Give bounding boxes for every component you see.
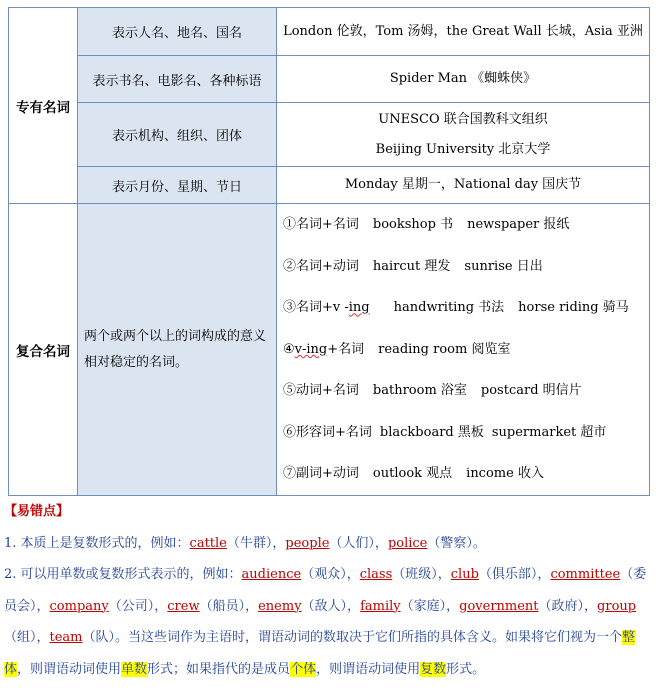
category-compound-noun: 复合名词 xyxy=(9,204,78,496)
list-item: ④v-ing+名词 reading room 阅览室 xyxy=(283,341,511,357)
list-item: ⑤动词+名词 bathroom 浴室 postcard 明信片 xyxy=(283,383,582,399)
row-example: Spider Man 《蜘蛛侠》 xyxy=(277,56,650,103)
list-item: ⑥形容词+名词 blackboard 黑板 supermarket 超市 xyxy=(283,424,607,440)
list-item: ⑦副词+动词 outlook 观点 income 收入 xyxy=(283,466,544,482)
noun-types-table xyxy=(8,7,650,496)
table-row xyxy=(9,204,650,496)
list-item: ②名词+动词 haircut 理发 sunrise 日出 xyxy=(283,258,543,274)
row-example: Monday 星期一，National day 国庆节 xyxy=(277,167,650,204)
table-row xyxy=(9,56,650,103)
example-line: UNESCO 联合国教科文组织 xyxy=(378,111,548,127)
row-description: 表示月份、星期、节日 xyxy=(78,167,277,204)
row-description: 表示书名、电影名、各种标语 xyxy=(78,56,277,103)
compound-description: 两个或两个以上的词构成的意义相对稳定的名词。 xyxy=(78,204,277,496)
table-row xyxy=(9,103,650,167)
row-description: 表示机构、组织、团体 xyxy=(78,103,277,167)
notes-heading: 【易错点】 xyxy=(4,504,70,519)
example-line: Beijing University 北京大学 xyxy=(375,141,551,157)
row-example xyxy=(277,103,650,167)
list-item: ①名词+名词 bookshop 书 newspaper 报纸 xyxy=(283,217,570,233)
row-example: London 伦敦，Tom 汤姆，the Great Wall 长城，Asia 亚洲 xyxy=(277,8,650,56)
error-prone-notes xyxy=(4,496,654,685)
list-item: ③名词+v -ing handwriting 书法 horse riding 骑马 xyxy=(283,300,629,316)
note-paragraph-1: 1. 本质上是复数形式的，例如：cattle（牛群），people（人们），police（警察）。 xyxy=(4,535,486,551)
category-proper-noun: 专有名词 xyxy=(9,8,78,204)
row-description: 表示人名、地名、国名 xyxy=(78,8,277,56)
note-paragraph-2: 2. 可以用单数或复数形式表示的，例如：audience（观众），class（班级），club（俱乐部），committee（委员会），company（公司），crew（船员），enemy（敌人），family（家庭），government（政府），group（组），team（队）。当这些词作为主语时，谓语动词的数取决于它们所指的具体含义。如果将它们视为一个整体，则谓语动词使用单数形式；如果指代的是成员个体，则谓语动词使用复数形式。 xyxy=(4,567,647,677)
table-row xyxy=(9,167,650,204)
table-row xyxy=(9,8,650,56)
compound-examples xyxy=(277,204,650,496)
